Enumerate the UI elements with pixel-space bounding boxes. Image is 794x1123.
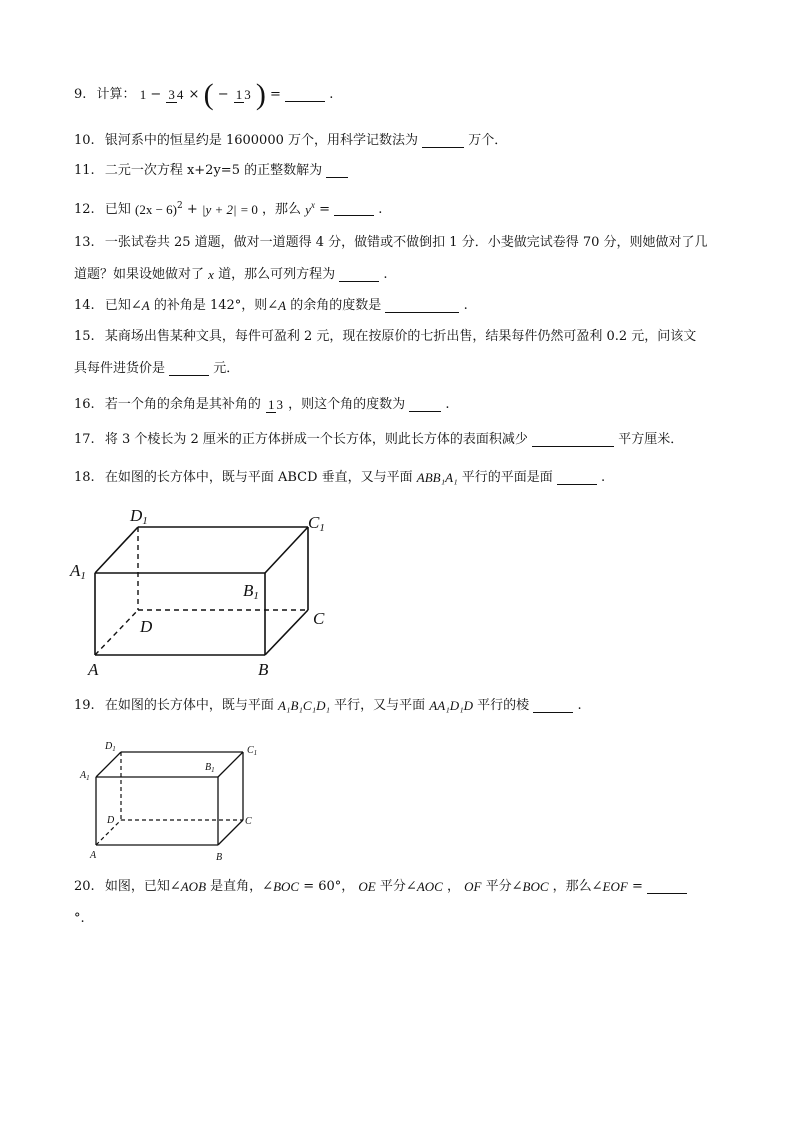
fraction-3-4: 3 4	[168, 86, 184, 103]
answer-blank[interactable]	[422, 135, 464, 148]
question-17: 17. 将 3 个棱长为 2 厘米的正方体拼成一个长方体，则此长方体的表面积减少 平方厘米．	[74, 432, 684, 447]
label-a: A	[88, 660, 99, 679]
label-a1: A1	[70, 561, 86, 582]
label-c1: $C_1$	[247, 745, 258, 757]
label-c: C	[245, 816, 252, 827]
answer-blank[interactable]	[385, 300, 459, 313]
answer-blank[interactable]	[557, 472, 597, 485]
answer-blank[interactable]	[285, 89, 325, 102]
question-16: 16. 若一个角的余角是其补角的 1 3 ，则这个角的度数为 .	[74, 396, 450, 413]
fraction-1-3: 1 3	[267, 396, 283, 413]
label-d1: D1	[130, 506, 148, 527]
question-9: 9. 计算： 1 − 3 4 × ( − 1 3 ) = .	[74, 78, 334, 111]
answer-blank[interactable]	[334, 203, 374, 216]
question-10: 10. 银河系中的恒星约是 1600000 万个，用科学记数法为 万个．	[74, 133, 508, 148]
answer-blank[interactable]	[647, 881, 687, 894]
question-19: 19. 在如图的长方体中，既与平面 A₁B₁C₁D₁ 平行，又与平面 AA₁D₁D 平行的棱 .	[74, 698, 582, 713]
label-b1: B1	[243, 581, 259, 602]
label-c: C	[313, 609, 325, 628]
label-c1: C1	[308, 513, 325, 534]
cuboid-figure-2	[75, 735, 275, 865]
question-13-line2: 道题？如果设她做对了 x 道，那么可列方程为 .	[74, 267, 388, 282]
question-18: 18. 在如图的长方体中，既与平面 ABCD 垂直，又与平面 ABB₁A₁ 平行的平面是面 .	[74, 470, 606, 485]
question-15-line2: 具每件进货价是 元．	[74, 361, 240, 376]
question-11: 11. 二元一次方程 x+2y=5 的正整数解为	[74, 162, 348, 181]
answer-blank[interactable]	[339, 269, 379, 282]
label-a1: $A_1$	[80, 770, 90, 782]
answer-blank[interactable]	[532, 434, 614, 447]
fraction-1-3: 1 3	[235, 86, 251, 103]
question-20-line2: °.	[74, 911, 85, 926]
question-12: 12. 已知 $(2x - 6)^2 + |y + 2| = 0$ ，那么 $y^x$ = .	[74, 200, 383, 217]
question-13: 13. 一张试卷共 25 道题，做对一道题得 4 分，做错或不做倒扣 1 分．小斐做完试卷得 70 分，则她做对了几	[74, 235, 708, 250]
label-b: B	[258, 660, 269, 679]
label-a: A	[90, 850, 97, 861]
question-20: 20. 如图，已知∠AOB 是直角，∠BOC = 60°， OE 平分∠AOC ， OF 平分∠BOC ，那么∠EOF =	[74, 878, 687, 897]
label-d: D	[107, 815, 115, 826]
answer-blank[interactable]	[409, 399, 441, 412]
label-d: D	[140, 617, 153, 636]
answer-blank[interactable]	[169, 363, 209, 376]
label-d1: $D_1$	[105, 741, 116, 753]
cuboid-figure-1	[60, 500, 350, 685]
label-b: B	[216, 852, 223, 863]
question-15: 15. 某商场出售某种文具，每件可盈利 2 元，现在按原价的七折出售，结果每件仍然可盈利 0.2 元，问该文	[74, 329, 697, 344]
label-b1: $B_1$	[205, 762, 215, 774]
answer-blank[interactable]	[533, 700, 573, 713]
question-14: 14. 已知∠A 的补角是 142°，则∠A 的余角的度数是 .	[74, 298, 468, 313]
answer-blank[interactable]	[326, 165, 348, 178]
